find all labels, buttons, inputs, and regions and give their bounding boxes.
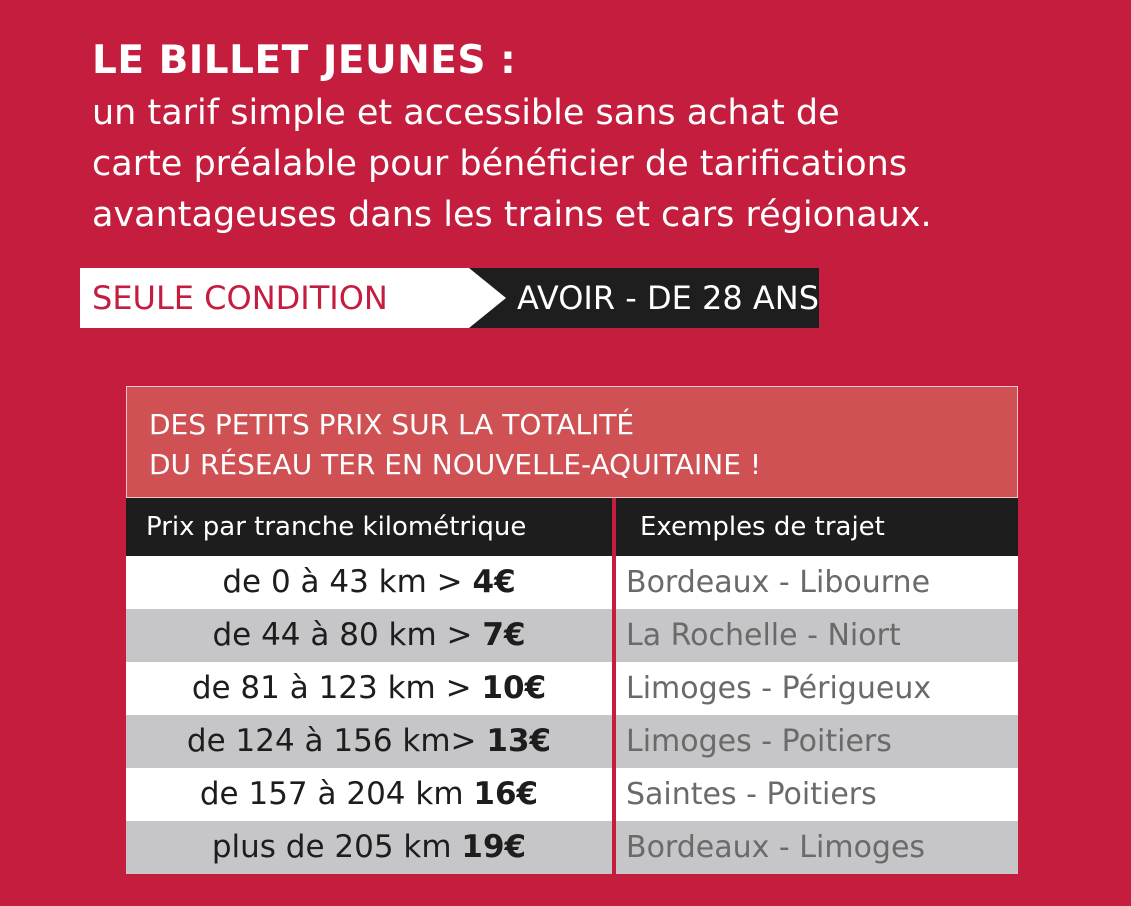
route-example: Limoges - Poitiers (616, 715, 1018, 768)
table-row (126, 768, 1018, 821)
price-range-cell (126, 821, 612, 874)
price-range-cell (126, 715, 612, 768)
table-row (126, 821, 1018, 874)
condition-label: SEULE CONDITION (80, 268, 469, 328)
table-banner (126, 386, 1018, 498)
intro-line: carte préalable pour bénéficier de tarifications (92, 144, 908, 184)
price-range-cell (126, 768, 612, 821)
route-example: Limoges - Périgueux (616, 662, 1018, 715)
table-banner-line: DES PETITS PRIX SUR LA TOTALITÉ (149, 408, 635, 441)
intro-line: avantageuses dans les trains et cars régionaux. (92, 195, 932, 235)
distance-range: de 0 à 43 km > (222, 564, 473, 600)
distance-range: de 157 à 204 km (199, 776, 474, 812)
price-value: 19€ (461, 829, 527, 865)
route-example: Saintes - Poitiers (616, 768, 1018, 821)
price-value: 4€ (472, 564, 516, 600)
column-header-examples: Exemples de trajet (616, 498, 1018, 556)
table-row (126, 715, 1018, 768)
price-value: 7€ (482, 617, 526, 653)
column-header-price: Prix par tranche kilométrique (126, 498, 612, 556)
page-title: LE BILLET JEUNES : (92, 38, 517, 83)
intro-line: un tarif simple et accessible sans achat de (92, 93, 840, 133)
table-row (126, 556, 1018, 609)
table-row (126, 662, 1018, 715)
route-example: Bordeaux - Limoges (616, 821, 1018, 874)
price-range-cell (126, 609, 612, 662)
price-range-cell (126, 662, 612, 715)
intro-text (92, 88, 932, 241)
table-header-row (126, 498, 1018, 556)
price-range-cell (126, 556, 612, 609)
distance-range: de 81 à 123 km > (191, 670, 482, 706)
table-row (126, 609, 1018, 662)
table-banner-line: DU RÉSEAU TER EN NOUVELLE-AQUITAINE ! (149, 448, 762, 481)
route-example: La Rochelle - Niort (616, 609, 1018, 662)
price-value: 16€ (473, 776, 539, 812)
condition-value: AVOIR - DE 28 ANS (469, 268, 819, 328)
price-value: 10€ (481, 670, 547, 706)
price-value: 13€ (486, 723, 552, 759)
distance-range: de 44 à 80 km > (212, 617, 483, 653)
route-example: Bordeaux - Libourne (616, 556, 1018, 609)
distance-range: de 124 à 156 km> (186, 723, 487, 759)
distance-range: plus de 205 km (211, 829, 462, 865)
condition-banner (80, 268, 819, 328)
price-table (126, 386, 1018, 874)
